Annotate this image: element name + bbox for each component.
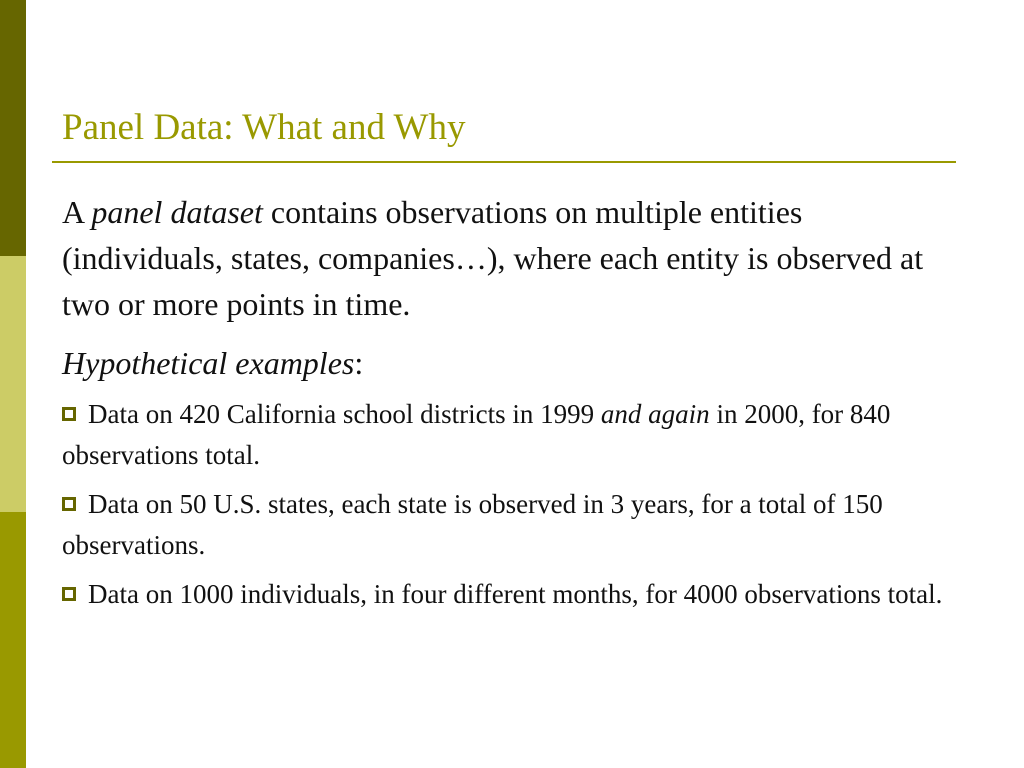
example-item-3 — [62, 574, 962, 615]
side-bar-top-segment — [0, 0, 26, 256]
example-1-emphasis: and again — [600, 399, 710, 429]
hollow-square-bullet-icon — [62, 497, 76, 511]
examples-heading-colon: : — [354, 345, 364, 381]
definition-lead: A — [62, 194, 92, 230]
definition-rest: contains observations on multiple entities (individuals, states, companies…), where each entity is observed at two or more points in time. — [62, 194, 924, 322]
side-bar-bottom-segment — [0, 512, 26, 768]
example-item-1 — [62, 394, 962, 476]
example-2-text: Data on 50 U.S. states, each state is observed in 3 years, for a total of 150 observations. — [62, 489, 883, 560]
hollow-square-bullet-icon — [62, 407, 76, 421]
example-1-text-end: in 2000, for 840 observations total. — [62, 399, 891, 470]
title-divider — [52, 161, 956, 163]
definition-term: panel dataset — [91, 194, 263, 230]
definition-paragraph — [62, 189, 952, 327]
example-3-text: Data on 1000 individuals, in four different months, for 4000 observations total. — [88, 579, 943, 609]
side-color-bar — [0, 0, 26, 768]
example-1-text: Data on 420 California school districts in 1999 — [88, 399, 601, 429]
examples-heading — [62, 340, 363, 386]
hollow-square-bullet-icon — [62, 587, 76, 601]
side-bar-middle-segment — [0, 256, 26, 512]
slide-title: Panel Data: What and Why — [62, 107, 466, 148]
example-item-2 — [62, 484, 962, 566]
examples-heading-text: Hypothetical examples — [62, 345, 355, 381]
